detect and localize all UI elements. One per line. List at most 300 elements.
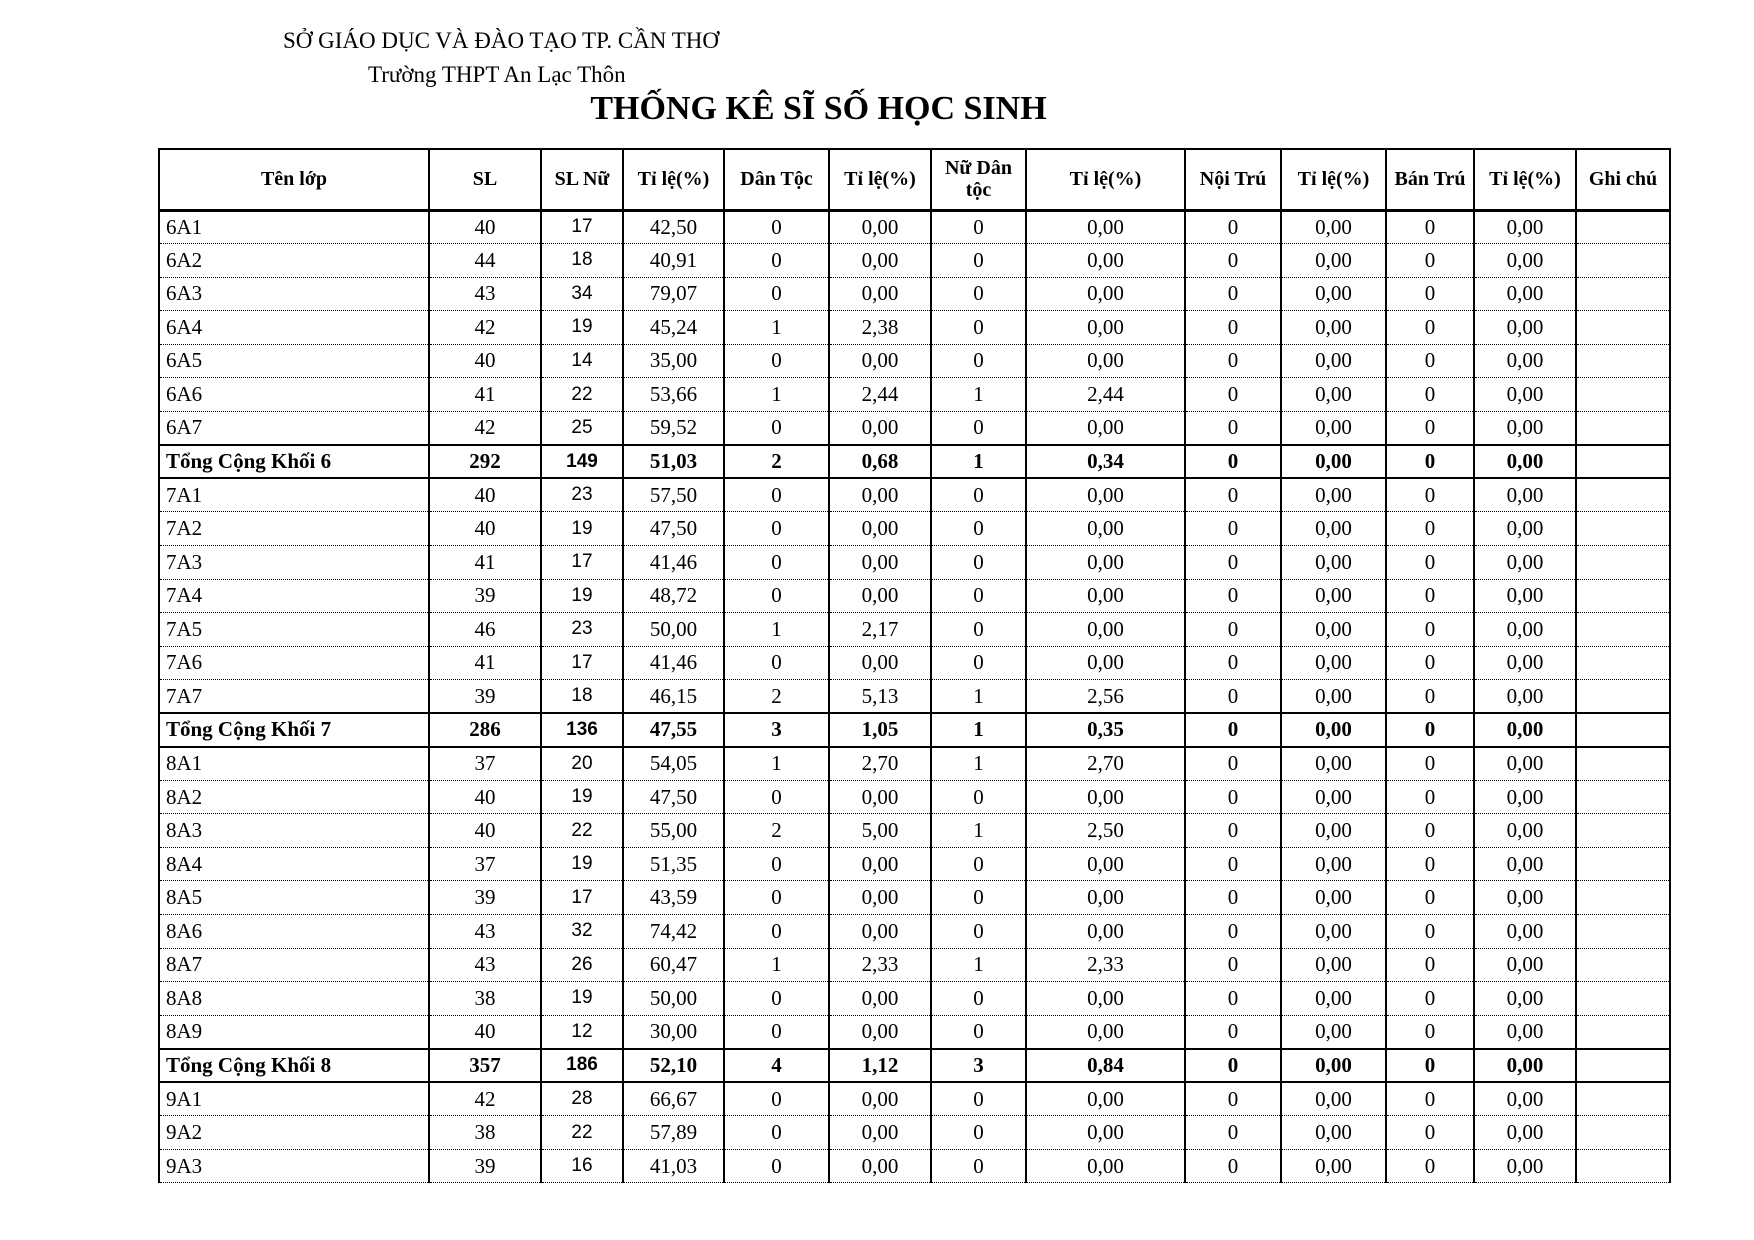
value-cell: 47,50 [623,780,724,814]
value-cell: 2 [724,814,829,848]
class-name-cell: 8A2 [159,780,429,814]
value-cell: 40 [429,1015,541,1049]
class-row [159,1082,1670,1116]
column-header-ethnic-female-ratio: Tỉ lệ(%) [1026,149,1185,210]
value-cell: 40 [429,512,541,546]
value-cell: 0 [931,545,1026,579]
notes-cell [1576,914,1670,948]
value-cell: 19 [541,780,623,814]
notes-cell [1576,646,1670,680]
value-cell: 0 [1386,1015,1474,1049]
notes-cell [1576,478,1670,512]
class-row [159,579,1670,613]
value-cell: 46,15 [623,680,724,714]
class-row [159,747,1670,781]
column-header-boarding-ratio: Tỉ lệ(%) [1281,149,1386,210]
value-cell: 1 [724,747,829,781]
notes-cell [1576,881,1670,915]
value-cell: 19 [541,311,623,345]
value-cell: 0,00 [1026,244,1185,278]
value-cell: 0 [1185,244,1281,278]
value-cell: 66,67 [623,1082,724,1116]
value-cell: 0,00 [1281,747,1386,781]
value-cell: 0,00 [1026,277,1185,311]
value-cell: 3 [931,1049,1026,1083]
value-cell: 0,00 [829,1082,931,1116]
value-cell: 1 [931,948,1026,982]
value-cell: 0 [1386,814,1474,848]
value-cell: 0 [1386,478,1474,512]
value-cell: 39 [429,680,541,714]
value-cell: 4 [724,1049,829,1083]
value-cell: 0 [1185,1082,1281,1116]
value-cell: 34 [541,277,623,311]
value-cell: 0,00 [1281,478,1386,512]
value-cell: 0,00 [1474,747,1576,781]
value-cell: 0,00 [1026,881,1185,915]
value-cell: 1 [724,613,829,647]
class-row [159,780,1670,814]
grade-total-row [159,445,1670,479]
value-cell: 0,00 [1026,411,1185,445]
value-cell: 0 [1185,478,1281,512]
value-cell: 2,17 [829,613,931,647]
value-cell: 0,00 [1474,646,1576,680]
class-row [159,1116,1670,1150]
value-cell: 0 [1185,948,1281,982]
value-cell: 0 [931,210,1026,244]
value-cell: 74,42 [623,914,724,948]
value-cell: 0,00 [1474,948,1576,982]
value-cell: 0,00 [1474,378,1576,412]
value-cell: 136 [541,713,623,747]
value-cell: 19 [541,512,623,546]
value-cell: 0,00 [1474,713,1576,747]
notes-cell [1576,512,1670,546]
value-cell: 0,00 [1026,344,1185,378]
value-cell: 0 [1386,747,1474,781]
value-cell: 26 [541,948,623,982]
value-cell: 2 [724,445,829,479]
value-cell: 0,00 [829,344,931,378]
value-cell: 0,00 [1474,210,1576,244]
value-cell: 0,00 [1281,881,1386,915]
value-cell: 0 [1185,378,1281,412]
value-cell: 0 [1185,445,1281,479]
value-cell: 0 [724,646,829,680]
value-cell: 41,03 [623,1149,724,1183]
value-cell: 40 [429,478,541,512]
value-cell: 0 [931,277,1026,311]
notes-cell [1576,1149,1670,1183]
value-cell: 0 [1185,1116,1281,1150]
value-cell: 0,00 [1026,512,1185,546]
class-name-cell: 8A3 [159,814,429,848]
value-cell: 0,00 [829,847,931,881]
value-cell: 0 [931,478,1026,512]
value-cell: 0,00 [1026,545,1185,579]
value-cell: 0,00 [1026,311,1185,345]
class-name-cell: 8A9 [159,1015,429,1049]
class-row [159,512,1670,546]
class-name-cell: Tổng Cộng Khối 8 [159,1049,429,1083]
notes-cell [1576,613,1670,647]
value-cell: 0 [1386,378,1474,412]
value-cell: 38 [429,982,541,1016]
value-cell: 0 [931,1116,1026,1150]
value-cell: 0 [931,344,1026,378]
class-row [159,646,1670,680]
value-cell: 40 [429,780,541,814]
value-cell: 0 [1386,512,1474,546]
value-cell: 0,00 [1474,1116,1576,1150]
value-cell: 0,00 [1474,814,1576,848]
value-cell: 0 [1185,646,1281,680]
value-cell: 0 [1185,713,1281,747]
value-cell: 0,00 [1026,478,1185,512]
value-cell: 0 [724,1082,829,1116]
value-cell: 0 [1185,780,1281,814]
value-cell: 0,00 [1281,680,1386,714]
value-cell: 0,00 [1281,311,1386,345]
value-cell: 0,00 [1474,311,1576,345]
value-cell: 0 [1386,1082,1474,1116]
value-cell: 0 [1185,277,1281,311]
value-cell: 19 [541,847,623,881]
value-cell: 40,91 [623,244,724,278]
value-cell: 0 [1185,1149,1281,1183]
notes-cell [1576,1116,1670,1150]
value-cell: 0 [931,1015,1026,1049]
value-cell: 16 [541,1149,623,1183]
value-cell: 0 [724,545,829,579]
class-name-cell: 6A7 [159,411,429,445]
notes-cell [1576,445,1670,479]
value-cell: 0 [1185,1015,1281,1049]
notes-cell [1576,378,1670,412]
value-cell: 1 [724,948,829,982]
value-cell: 3 [724,713,829,747]
value-cell: 0,00 [1474,780,1576,814]
value-cell: 0 [724,1116,829,1150]
value-cell: 0 [1386,311,1474,345]
value-cell: 0,00 [1281,713,1386,747]
value-cell: 0,00 [1281,914,1386,948]
value-cell: 0,00 [1026,1082,1185,1116]
value-cell: 1 [931,445,1026,479]
class-name-cell: 6A6 [159,378,429,412]
value-cell: 43 [429,277,541,311]
class-row [159,814,1670,848]
class-name-cell: 9A2 [159,1116,429,1150]
notes-cell [1576,210,1670,244]
value-cell: 50,00 [623,613,724,647]
value-cell: 0 [724,478,829,512]
value-cell: 0,00 [1474,1049,1576,1083]
value-cell: 0,00 [829,1015,931,1049]
value-cell: 0,00 [1474,1149,1576,1183]
value-cell: 0,35 [1026,713,1185,747]
class-row [159,1015,1670,1049]
class-name-cell: 6A4 [159,311,429,345]
class-name-cell: Tổng Cộng Khối 6 [159,445,429,479]
value-cell: 0,00 [1474,344,1576,378]
value-cell: 0 [1386,613,1474,647]
value-cell: 57,50 [623,478,724,512]
value-cell: 0,00 [1281,847,1386,881]
value-cell: 0,00 [1474,914,1576,948]
value-cell: 22 [541,814,623,848]
value-cell: 0,00 [1474,244,1576,278]
value-cell: 0,00 [1474,847,1576,881]
value-cell: 0 [1185,1049,1281,1083]
notes-cell [1576,579,1670,613]
value-cell: 25 [541,411,623,445]
column-header-boarding-count: Nội Trú [1185,149,1281,210]
value-cell: 40 [429,210,541,244]
value-cell: 0 [724,411,829,445]
class-name-cell: 8A8 [159,982,429,1016]
value-cell: 0 [931,244,1026,278]
value-cell: 0 [1386,1149,1474,1183]
class-row [159,478,1670,512]
value-cell: 43,59 [623,881,724,915]
value-cell: 0,00 [1281,613,1386,647]
notes-cell [1576,814,1670,848]
value-cell: 0,00 [1281,1116,1386,1150]
table-header-row [159,149,1670,210]
value-cell: 2,33 [1026,948,1185,982]
value-cell: 0 [931,613,1026,647]
class-row [159,680,1670,714]
value-cell: 0,00 [1281,210,1386,244]
value-cell: 1 [931,680,1026,714]
class-name-cell: 9A3 [159,1149,429,1183]
value-cell: 0 [1185,914,1281,948]
value-cell: 0 [931,881,1026,915]
table-body [159,210,1670,1183]
value-cell: 1,05 [829,713,931,747]
value-cell: 48,72 [623,579,724,613]
value-cell: 0 [1185,411,1281,445]
value-cell: 0,00 [1026,210,1185,244]
value-cell: 0,00 [829,545,931,579]
value-cell: 50,00 [623,982,724,1016]
value-cell: 0,00 [1026,579,1185,613]
notes-cell [1576,948,1670,982]
value-cell: 1 [724,378,829,412]
value-cell: 52,10 [623,1049,724,1083]
value-cell: 0 [1386,1116,1474,1150]
column-header-female-count: SL Nữ [541,149,623,210]
value-cell: 23 [541,613,623,647]
value-cell: 0,00 [1026,1116,1185,1150]
value-cell: 0 [1386,277,1474,311]
value-cell: 0 [1185,982,1281,1016]
class-row [159,982,1670,1016]
value-cell: 0,00 [1026,1149,1185,1183]
class-name-cell: 8A7 [159,948,429,982]
value-cell: 0,00 [829,512,931,546]
class-name-cell: 6A3 [159,277,429,311]
notes-cell [1576,747,1670,781]
value-cell: 2,33 [829,948,931,982]
value-cell: 37 [429,847,541,881]
department-name: SỞ GIÁO DỤC VÀ ĐÀO TẠO TP. CẦN THƠ [283,28,719,53]
value-cell: 0,00 [829,1116,931,1150]
column-header-class-name: Tên lớp [159,149,429,210]
notes-cell [1576,1015,1670,1049]
value-cell: 0,00 [1026,847,1185,881]
value-cell: 0,00 [1026,914,1185,948]
value-cell: 42,50 [623,210,724,244]
value-cell: 0,00 [1474,512,1576,546]
class-name-cell: 7A1 [159,478,429,512]
value-cell: 12 [541,1015,623,1049]
value-cell: 0,00 [1474,1082,1576,1116]
value-cell: 0,00 [1474,579,1576,613]
value-cell: 0 [1185,512,1281,546]
value-cell: 0,00 [1474,411,1576,445]
value-cell: 0 [1185,847,1281,881]
value-cell: 5,13 [829,680,931,714]
value-cell: 0,00 [1281,1149,1386,1183]
value-cell: 0 [1386,579,1474,613]
value-cell: 0 [1185,881,1281,915]
report-title: THỐNG KÊ SĨ SỐ HỌC SINH [590,90,1047,127]
class-row [159,847,1670,881]
value-cell: 35,00 [623,344,724,378]
value-cell: 0 [1386,344,1474,378]
value-cell: 0,00 [1026,1015,1185,1049]
value-cell: 0,00 [1026,982,1185,1016]
value-cell: 0,00 [829,210,931,244]
value-cell: 0 [1185,613,1281,647]
value-cell: 0 [1386,914,1474,948]
class-name-cell: 7A4 [159,579,429,613]
value-cell: 0 [724,1015,829,1049]
class-name-cell: 6A5 [159,344,429,378]
value-cell: 0 [1185,680,1281,714]
value-cell: 0,00 [829,579,931,613]
value-cell: 19 [541,579,623,613]
value-cell: 0 [931,646,1026,680]
value-cell: 149 [541,445,623,479]
value-cell: 0 [1386,1049,1474,1083]
value-cell: 0 [724,344,829,378]
column-header-semi-boarding-count: Bán Trú [1386,149,1474,210]
value-cell: 0 [724,780,829,814]
value-cell: 2,38 [829,311,931,345]
school-name: Trường THPT An Lạc Thôn [368,62,626,87]
value-cell: 43 [429,948,541,982]
value-cell: 47,55 [623,713,724,747]
class-row [159,311,1670,345]
student-statistics-table [158,148,1671,1183]
value-cell: 0,00 [1281,948,1386,982]
value-cell: 0 [724,579,829,613]
value-cell: 0 [931,512,1026,546]
value-cell: 0,00 [1281,780,1386,814]
value-cell: 37 [429,747,541,781]
value-cell: 41 [429,646,541,680]
value-cell: 41 [429,545,541,579]
value-cell: 0,00 [829,646,931,680]
value-cell: 0,00 [829,478,931,512]
value-cell: 0 [1386,411,1474,445]
class-row [159,344,1670,378]
value-cell: 42 [429,1082,541,1116]
value-cell: 41 [429,378,541,412]
class-row [159,277,1670,311]
value-cell: 38 [429,1116,541,1150]
class-name-cell: 6A2 [159,244,429,278]
column-header-ethnic-ratio: Tỉ lệ(%) [829,149,931,210]
value-cell: 59,52 [623,411,724,445]
value-cell: 0,00 [1281,378,1386,412]
value-cell: 0,00 [1281,1082,1386,1116]
value-cell: 17 [541,210,623,244]
value-cell: 1 [931,713,1026,747]
value-cell: 2,50 [1026,814,1185,848]
column-header-notes: Ghi chú [1576,149,1670,210]
value-cell: 0 [724,982,829,1016]
value-cell: 2,70 [829,747,931,781]
value-cell: 46 [429,613,541,647]
value-cell: 0,00 [1281,982,1386,1016]
notes-cell [1576,545,1670,579]
value-cell: 17 [541,545,623,579]
value-cell: 0 [1185,579,1281,613]
class-row [159,948,1670,982]
notes-cell [1576,680,1670,714]
value-cell: 22 [541,1116,623,1150]
value-cell: 0,00 [1281,646,1386,680]
value-cell: 2,44 [829,378,931,412]
value-cell: 0,00 [1474,545,1576,579]
class-row [159,411,1670,445]
value-cell: 0,00 [1474,982,1576,1016]
value-cell: 0 [931,982,1026,1016]
class-name-cell: 8A1 [159,747,429,781]
class-row [159,244,1670,278]
value-cell: 0 [931,1082,1026,1116]
class-row [159,378,1670,412]
value-cell: 39 [429,1149,541,1183]
value-cell: 5,00 [829,814,931,848]
value-cell: 0,00 [829,411,931,445]
value-cell: 0 [1185,311,1281,345]
notes-cell [1576,780,1670,814]
value-cell: 0,00 [1474,881,1576,915]
value-cell: 0,00 [829,1149,931,1183]
value-cell: 22 [541,378,623,412]
value-cell: 0,00 [1281,244,1386,278]
value-cell: 0 [724,210,829,244]
value-cell: 0,00 [1026,780,1185,814]
value-cell: 0 [931,311,1026,345]
value-cell: 0 [1386,780,1474,814]
value-cell: 0 [724,847,829,881]
value-cell: 2,70 [1026,747,1185,781]
value-cell: 0 [1185,344,1281,378]
value-cell: 44 [429,244,541,278]
value-cell: 0 [1386,646,1474,680]
value-cell: 0 [931,847,1026,881]
value-cell: 0,34 [1026,445,1185,479]
value-cell: 42 [429,411,541,445]
value-cell: 18 [541,680,623,714]
